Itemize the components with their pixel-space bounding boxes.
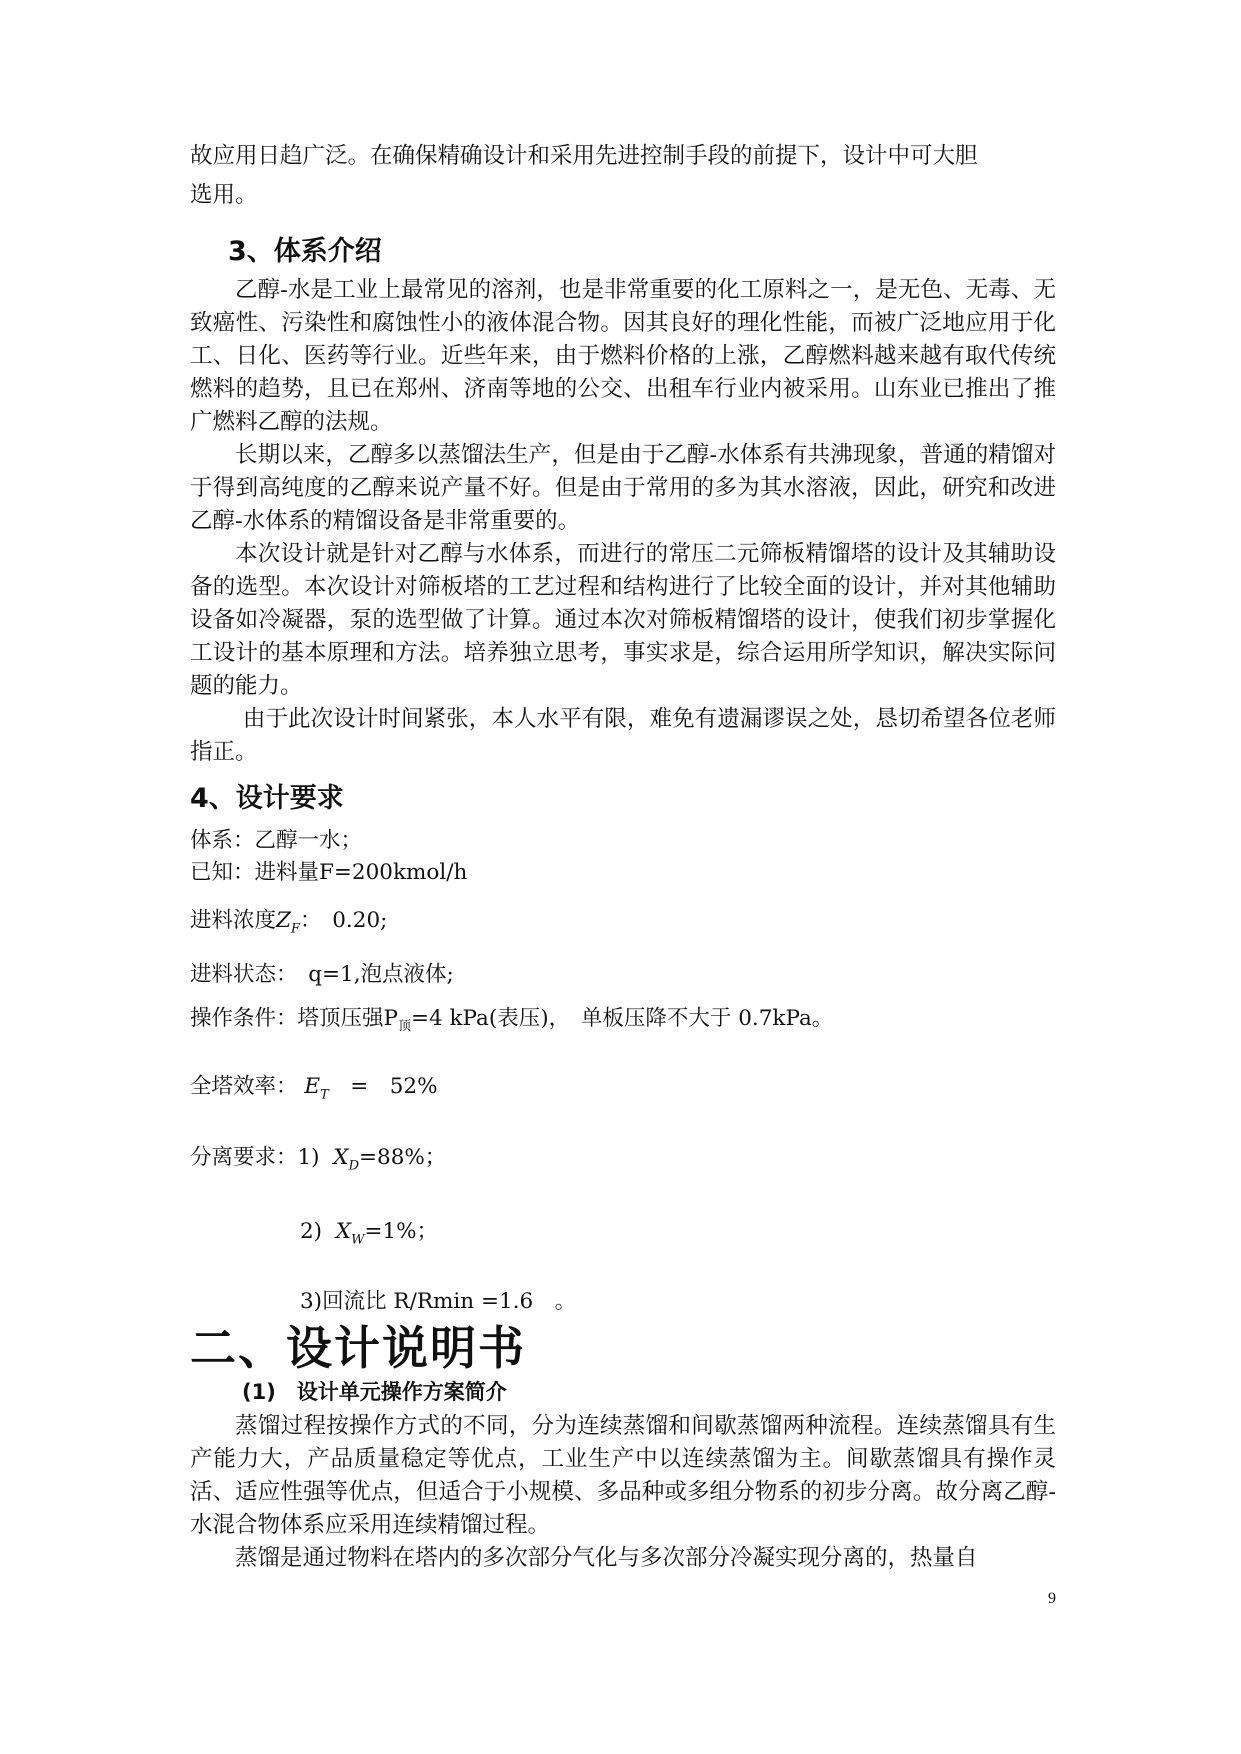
req-operating-conditions [190,1003,1056,1043]
xd-symbol: $X_D$ [333,1144,359,1173]
feed-conc-label: 进料浓度 [190,908,277,933]
intro-line-1: 故应用日趋广泛。在确保精确设计和采用先进控制手段的前提下，设计中可大胆 [190,143,978,169]
chapter-2-subheading: (1) 设计单元操作方案简介 [242,1380,507,1405]
req-efficiency [190,1071,1056,1111]
req-reflux-ratio: 3)回流比 R/Rmin =1.6 。 [300,1289,577,1315]
xw-value: =1%； [364,1218,439,1244]
xd-value: =88%； [359,1144,447,1170]
req-known: 已知：进料量F=200kmol/h [190,860,468,885]
section-3-paragraph-1: 乙醇-水是工业上最常见的溶剂，也是非常重要的化工原料之一，是无色、无毒、无致癌性、污染性和腐蚀性小的液体混合物。因其良好的理化性能，而被广泛地应用于化工、日化、医药等行业。近些年来，由于燃料价格的上涨，乙醇燃料越来越有取代传统燃料的趋势，且已在郑州、济南等地的公交、出租车行业内被采用。山东业已推出了推广燃料乙醇的法规。 [190,277,1056,435]
xw-prefix: 2) [300,1218,323,1244]
intro-line-2: 选用。 [190,182,258,208]
section-4-heading: 4、设计要求 [190,783,344,814]
req-feed-concentration [190,905,1056,945]
section-3-paragraph-2: 长期以来，乙醇多以蒸馏法生产，但是由于乙醇-水体系有共沸现象，普通的精馏对于得到高纯度的乙醇来说产量不好。但是由于常用的多为其水溶液，因此，研究和改进乙醇-水体系的精馏设备是非常重要的。 [190,442,1056,534]
req-feed-state: 进料状态： q=1,泡点液体; [190,962,454,988]
section-3-paragraph-4: 由于此次设计时间紧张，本人水平有限，难免有遗漏谬误之处，恳切希望各位老师指正。 [190,706,1056,765]
eff-symbol: $E_T$ [304,1074,329,1103]
op-rest: =4 kPa(表压)， 单板压降不大于 0.7kPa。 [410,1006,834,1032]
page-number: 9 [1048,1590,1056,1607]
xw-symbol: $X_W$ [335,1218,365,1248]
page-content [190,140,1056,1575]
req-separation-1 [190,1142,1056,1182]
req-separation-2 [300,1216,1056,1256]
op-sub: 顶 [397,1019,411,1035]
section-3-paragraph-3: 本次设计就是针对乙醇与水体系，而进行的常压二元筛板精馏塔的设计及其辅助设备的选型。本次设计对筛板塔的工艺过程和结构进行了比较全面的设计，并对其他辅助设备如冷凝器，泵的选型做了计算。通过本次对筛板精馏塔的设计，使我们初步掌握化工设计的基本原理和方法。培养独立思考，事实求是，综合运用所学知识，解决实际问题的能力。 [190,541,1056,699]
feed-conc-value: ： 0.20; [300,908,388,933]
req-system: 体系：乙醇一水； [190,828,363,853]
chapter-2-paragraph-1: 蒸馏过程按操作方式的不同，分为连续蒸馏和间歇蒸馏两种流程。连续蒸馏具有生产能力大，产品质量稳定等优点，工业生产中以连续蒸馏为主。间歇蒸馏具有操作灵活、适应性强等优点，但适合于小规模、多品种或多组分物系的初步分离。故分离乙醇-水混合物体系应采用连续精馏过程。 [190,1413,1056,1539]
sep-label: 分离要求：1) [190,1144,320,1170]
eff-label: 全塔效率： [190,1074,298,1100]
section-3-heading: 3、体系介绍 [228,236,382,267]
feed-conc-symbol: $Z_F$ [276,908,300,937]
op-label: 操作条件：塔顶压强P [190,1006,398,1032]
chapter-2-paragraph-2: 蒸馏是通过物料在塔内的多次部分气化与多次部分冷凝实现分离的，热量自 [235,1545,978,1572]
eff-value: = 52% [328,1074,438,1100]
chapter-2-heading: 二、设计说明书 [190,1321,526,1376]
